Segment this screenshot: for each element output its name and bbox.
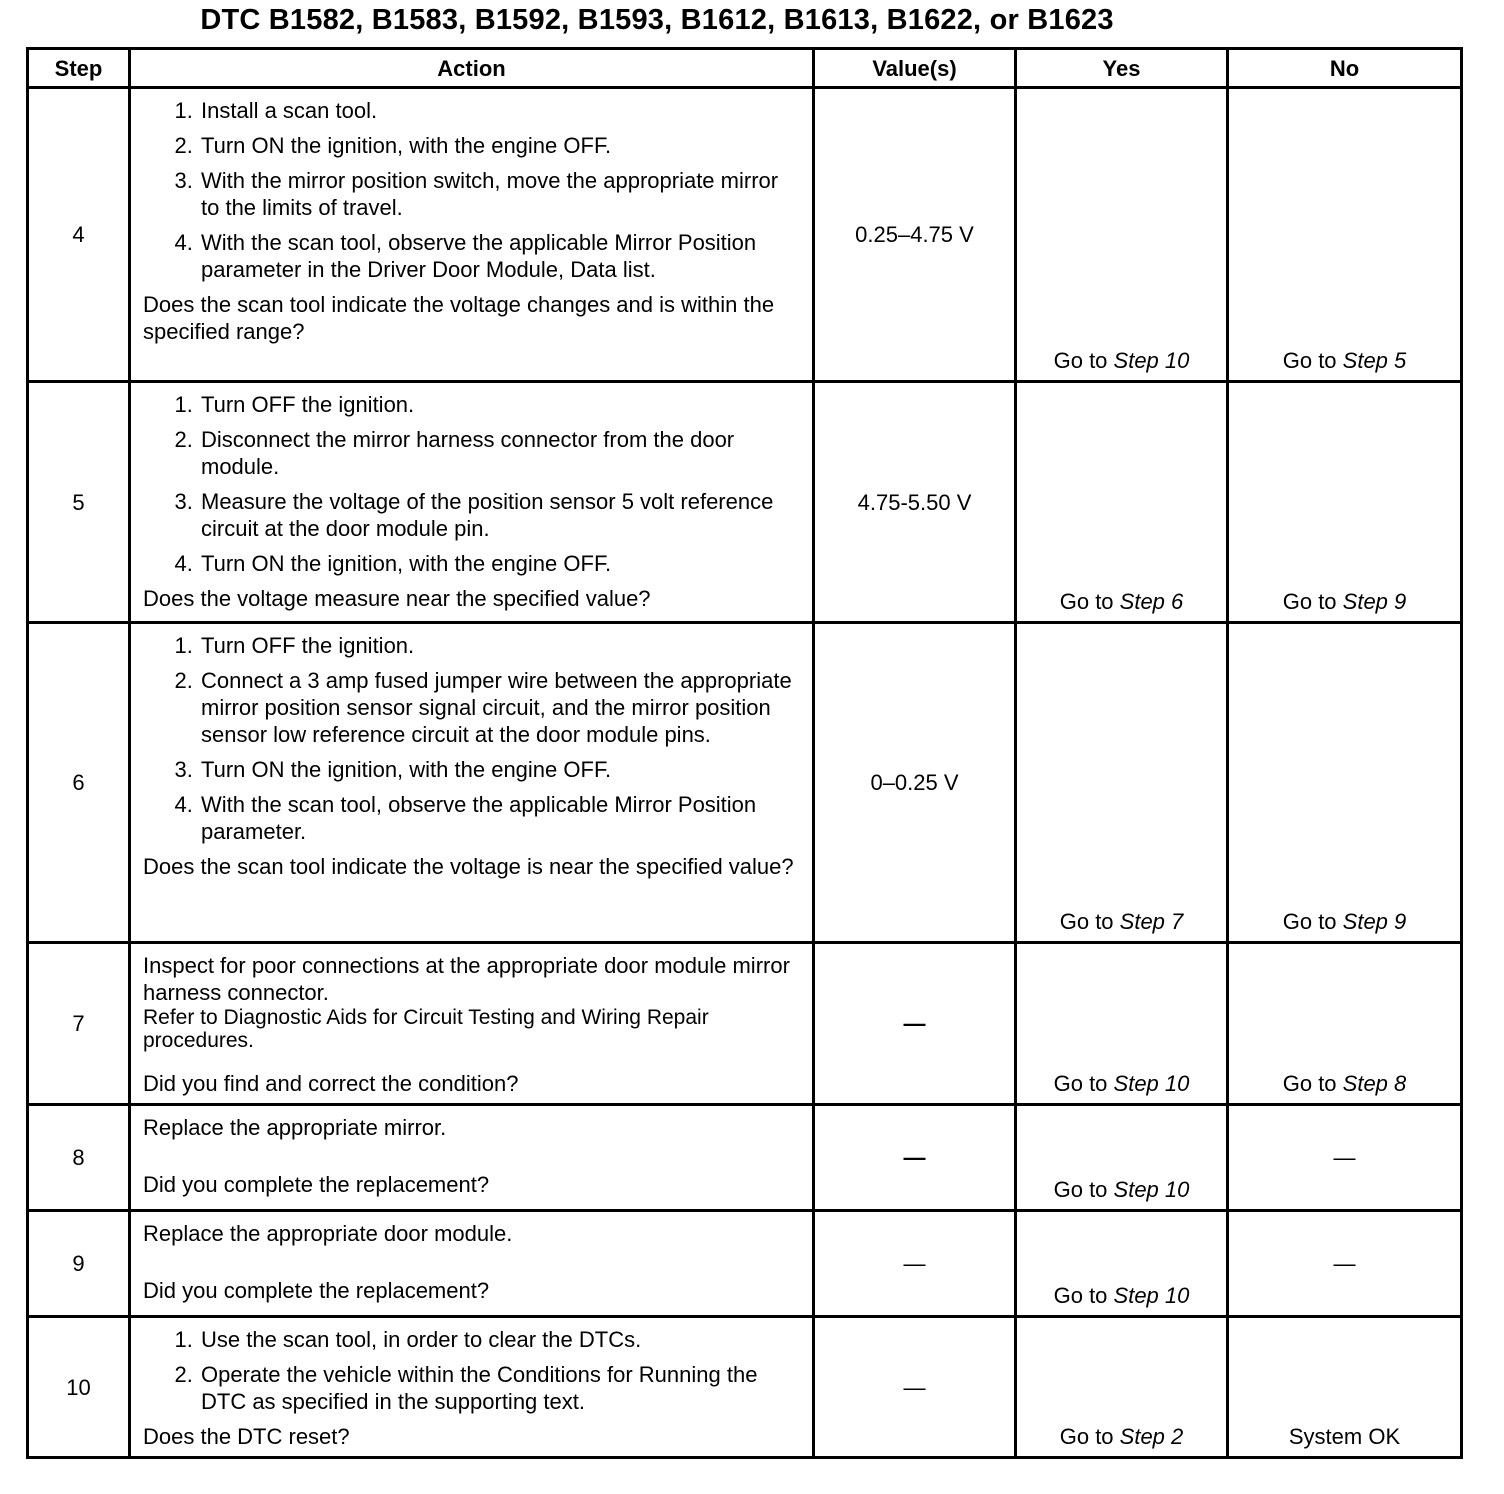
header-no: No (1228, 49, 1462, 88)
header-values: Value(s) (814, 49, 1016, 88)
no-cell (1228, 623, 1462, 943)
yes-cell (1016, 943, 1228, 1105)
header-action: Action (130, 49, 814, 88)
no-step-link: Step 9 (1342, 909, 1407, 934)
value-cell: 0–0.25 V (814, 623, 1016, 943)
instruction-item: 1. Turn OFF the ignition. (199, 632, 802, 659)
page-title-text: DTC B1582, B1583, B1592, B1593, B1612, B1613, B1622, or B1623 (200, 4, 1114, 36)
instruction-item: 3. With the mirror position switch, move the appropriate mirror to the limits of travel. (199, 167, 802, 221)
spacer (143, 1052, 802, 1070)
yes-step-link: Step 2 (1119, 1424, 1184, 1449)
table-row (28, 1211, 1462, 1317)
goto-prefix: Go to (1053, 1071, 1114, 1096)
yes-step-link: Step 10 (1113, 1071, 1190, 1096)
action-cell (130, 1211, 814, 1317)
yes-cell (1016, 1317, 1228, 1458)
instruction-list (143, 97, 802, 283)
spacer (143, 1141, 802, 1171)
instruction-item: 1. Use the scan tool, in order to clear the DTCs. (199, 1326, 802, 1353)
instruction-item: 4. With the scan tool, observe the applicable Mirror Position parameter in the Driver Door Module, Data list. (199, 229, 802, 283)
question-text: Does the scan tool indicate the voltage changes and is within the specified range? (143, 292, 775, 344)
instruction-list (143, 391, 802, 577)
goto-prefix: Go to (1053, 1283, 1114, 1308)
yes-step-link: Step 7 (1119, 909, 1184, 934)
yes-step-link: Step 10 (1113, 1283, 1190, 1308)
yes-cell (1016, 1211, 1228, 1317)
step-number: 8 (28, 1105, 130, 1211)
yes-cell (1016, 88, 1228, 382)
instruction-item: 2. Turn ON the ignition, with the engine OFF. (199, 132, 802, 159)
goto-prefix: Go to (1053, 1177, 1114, 1202)
no-cell (1228, 382, 1462, 623)
table-row (28, 623, 1462, 943)
table-row (28, 382, 1462, 623)
question-text: Does the DTC reset? (143, 1424, 350, 1449)
instruction-item: 2. Connect a 3 amp fused jumper wire between the appropriate mirror position sensor signal circuit, and the mirror position sensor low reference circuit at the door module pins. (199, 667, 802, 748)
no-cell: — (1228, 1105, 1462, 1211)
instruction-text: Inspect for poor connections at the appropriate door module mirror harness connector. (143, 953, 790, 1005)
instruction-list (143, 632, 802, 845)
note-text: Refer to Diagnostic Aids for Circuit Testing and Wiring Repair procedures. (143, 1006, 709, 1052)
instruction-item: 2. Operate the vehicle within the Conditions for Running the DTC as specified in the supporting text. (199, 1361, 802, 1415)
no-step-link: Step 8 (1342, 1071, 1407, 1096)
yes-step-link: Step 6 (1119, 589, 1184, 614)
instruction-list (143, 1326, 802, 1415)
step-number: 9 (28, 1211, 130, 1317)
goto-prefix: Go to (1059, 589, 1120, 614)
instruction-text: Replace the appropriate mirror. (143, 1115, 447, 1140)
yes-step-link: Step 10 (1113, 348, 1190, 373)
header-step: Step (28, 49, 130, 88)
question-text: Did you complete the replacement? (143, 1278, 490, 1303)
value-cell: — (814, 1211, 1016, 1317)
goto-prefix: Go to (1282, 348, 1343, 373)
instruction-item: 4. Turn ON the ignition, with the engine OFF. (199, 550, 802, 577)
goto-prefix: Go to (1282, 589, 1343, 614)
goto-prefix: Go to (1053, 348, 1114, 373)
spacer (143, 1247, 802, 1277)
question-text: Does the voltage measure near the specified value? (143, 586, 651, 611)
table-row (28, 943, 1462, 1105)
table-header-row (28, 49, 1462, 88)
yes-step-link: Step 10 (1113, 1177, 1190, 1202)
no-cell (1228, 88, 1462, 382)
page-title (0, 4, 1504, 37)
instruction-item: 1. Install a scan tool. (199, 97, 802, 124)
step-number: 6 (28, 623, 130, 943)
action-cell (130, 943, 814, 1105)
step-number: 5 (28, 382, 130, 623)
action-cell (130, 623, 814, 943)
no-step-link: Step 9 (1342, 589, 1407, 614)
instruction-item: 2. Disconnect the mirror harness connector from the door module. (199, 426, 802, 480)
table-row (28, 1105, 1462, 1211)
value-cell: — (814, 1105, 1016, 1211)
goto-prefix: Go to (1059, 1424, 1120, 1449)
action-cell (130, 382, 814, 623)
yes-cell (1016, 1105, 1228, 1211)
step-number: 10 (28, 1317, 130, 1458)
no-step-link: Step 5 (1342, 348, 1407, 373)
question-text: Did you complete the replacement? (143, 1172, 490, 1197)
action-cell (130, 1105, 814, 1211)
yes-cell (1016, 382, 1228, 623)
instruction-item: 3. Turn ON the ignition, with the engine OFF. (199, 756, 802, 783)
no-cell: — (1228, 1211, 1462, 1317)
instruction-item: 4. With the scan tool, observe the applicable Mirror Position parameter. (199, 791, 802, 845)
value-cell: 0.25–4.75 V (814, 88, 1016, 382)
goto-prefix: Go to (1282, 909, 1343, 934)
goto-prefix: Go to (1282, 1071, 1343, 1096)
no-cell: System OK (1228, 1317, 1462, 1458)
value-cell: 4.75-5.50 V (814, 382, 1016, 623)
question-text: Does the scan tool indicate the voltage is near the specified value? (143, 854, 794, 879)
action-cell (130, 1317, 814, 1458)
value-cell: — (814, 1317, 1016, 1458)
instruction-item: 1. Turn OFF the ignition. (199, 391, 802, 418)
question-text: Did you find and correct the condition? (143, 1071, 519, 1096)
table-row (28, 1317, 1462, 1458)
header-yes: Yes (1016, 49, 1228, 88)
instruction-item: 3. Measure the voltage of the position sensor 5 volt reference circuit at the door module pin. (199, 488, 802, 542)
instruction-text: Replace the appropriate door module. (143, 1221, 513, 1246)
table-row (28, 88, 1462, 382)
diagnostic-table (26, 47, 1463, 1459)
value-cell: — (814, 943, 1016, 1105)
step-number: 7 (28, 943, 130, 1105)
no-cell (1228, 943, 1462, 1105)
yes-cell (1016, 623, 1228, 943)
action-cell (130, 88, 814, 382)
goto-prefix: Go to (1059, 909, 1120, 934)
step-number: 4 (28, 88, 130, 382)
